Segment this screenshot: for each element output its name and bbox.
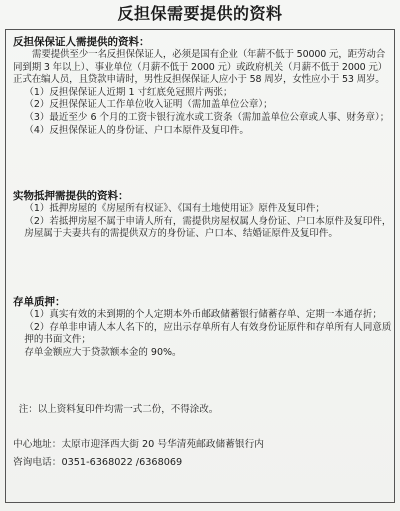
phone-line	[13, 454, 393, 472]
deposit-item-2: （2）存单非申请人本人名下的，应出示存单所有人有效身份证原件和存单所有人同意质押的书面文件；	[24, 321, 392, 346]
page-title: 反担保需要提供的资料	[117, 4, 283, 23]
guarantor-item-3: （3）最近至少 6 个月的工资卡银行流水或工资条（需加盖单位公章或人事、财务章）；	[24, 111, 390, 123]
phone-label: 咨询电话：	[13, 457, 62, 468]
section-collateral-heading: 实物抵押需提供的资料：	[13, 190, 129, 202]
title-wrap	[0, 6, 400, 22]
collateral-item-2: （2）若抵押房屋不属于申请人所有，需提供房屋权属人身份证、户口本原件及复印件，房屋属于夫妻共有的需提供双方的身份证、户口本、结婚证原件及复印件。	[24, 215, 392, 240]
section-deposit-pledge-heading: 存单质押：	[13, 296, 66, 308]
phone-value: 0351-6368022 /6368069	[61, 457, 183, 468]
section-guarantor-heading: 反担保保证人需提供的资料：	[13, 36, 150, 48]
document-note	[13, 404, 393, 417]
section-guarantor	[13, 36, 393, 137]
guarantor-item-2: （2）反担保保证人工作单位收入证明（需加盖单位公章）；	[24, 99, 273, 111]
address-line	[13, 436, 393, 454]
section-deposit-pledge	[13, 296, 393, 359]
note-text: 注：以上资料复印件均需一式二份，不得涂改。	[18, 404, 219, 415]
section-guarantor-intro: 需要提供至少一名反担保保证人，必须是国有企业（年薪不低于 50000 元，距劳动合同到期 3 年以上）、事业单位（月薪不低于 2000 元）或政府机关（月薪不低于 2000 元）正式在编人员，且贷款申请时，男性反担保保证人应小于 58 周岁，女性应小于 53 周岁。	[13, 49, 388, 86]
address-label: 中心地址：	[13, 439, 62, 450]
contact-info	[13, 436, 393, 472]
collateral-item-1: （1）抵押房屋的《房屋所有权证》、《国有土地使用证》原件及复印件；	[24, 203, 325, 214]
guarantor-item-4: （4）反担保保证人的身份证、户口本原件及复印件。	[24, 124, 249, 136]
guarantor-item-1: （1）反担保保证人近期 1 寸红底免冠照片两张；	[24, 86, 233, 98]
section-collateral	[13, 190, 393, 241]
deposit-item-1: （1）真实有效的未到期的个人定期本外币邮政储蓄银行储蓄存单、定期一本通存折；	[24, 309, 382, 320]
address-value: 太原市迎泽西大街 20 号华清苑邮政储蓄银行内	[61, 439, 264, 450]
deposit-item-3: 存单金额应大于贷款额本金的 90%。	[24, 346, 182, 358]
